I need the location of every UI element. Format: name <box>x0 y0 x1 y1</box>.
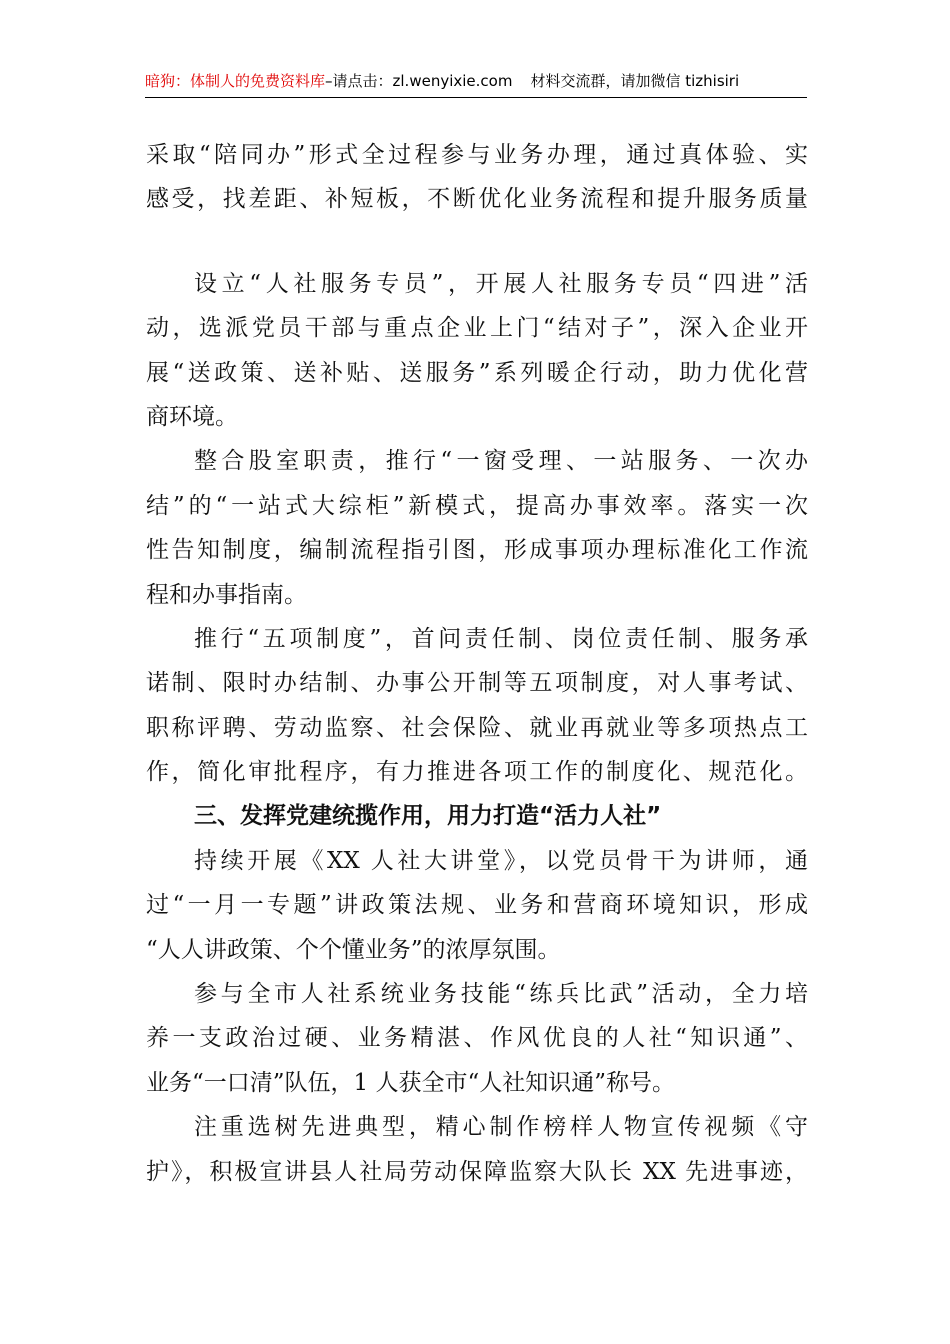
text-line: 诺制、限时办结制、办事公开制等五项制度，对人事考试、 <box>146 670 808 697</box>
header-wechat-note: 材料交流群，请加微信 tizhisiri <box>530 72 740 90</box>
text-line: 护》，积极宣讲县人社局劳动保障监察大队长 XX 先进事迹， <box>146 1158 808 1185</box>
text-line: 展“送政策、送补贴、送服务”系列暖企行动，助力优化营 <box>146 359 808 386</box>
text-line: 感受，找差距、补短板，不断优化业务流程和提升服务质量 <box>146 186 808 213</box>
text-line: 养一支政治过硬、业务精湛、作风优良的人社“知识通”、 <box>146 1025 808 1052</box>
text-line: 业务“一口清”队伍，1 人获全市“人社知识通”称号。 <box>146 1069 675 1096</box>
text-line: 性告知制度，编制流程指引图，形成事项办理标准化工作流 <box>146 537 808 564</box>
text-line: 推行“五项制度”，首问责任制、岗位责任制、服务承 <box>194 625 808 652</box>
text-line: 整合股室职责，推行“一窗受理、一站服务、一次办 <box>194 448 808 475</box>
page-header <box>145 68 805 94</box>
text-line: 持续开展《XX 人社大讲堂》，以党员骨干为讲师，通 <box>194 847 808 874</box>
text-line: 职称评聘、劳动监察、社会保险、就业再就业等多项热点工 <box>146 714 808 741</box>
text-line: 动，选派党员干部与重点企业上门“结对子”，深入企业开 <box>146 315 808 342</box>
text-line: “人人讲政策、个个懂业务”的浓厚氛围。 <box>146 936 561 963</box>
text-line: 采取“陪同办”形式全过程参与业务办理，通过真体验、实 <box>146 142 808 168</box>
text-line: 设立“人社服务专员”，开展人社服务专员“四进”活 <box>194 270 808 297</box>
text-line: 过“一月一专题”讲政策法规、业务和营商环境知识，形成 <box>146 892 808 919</box>
paragraph-gap <box>146 222 808 262</box>
text-line: 作，简化审批程序，有力推进各项工作的制度化、规范化。 <box>146 759 808 786</box>
document-body <box>146 133 808 1194</box>
header-link[interactable]: –请点击：zl.wenyixie.com <box>325 72 513 90</box>
text-line: 结”的“一站式大综柜”新模式，提高办事效率。落实一次 <box>146 492 808 519</box>
text-line: 注重选树先进典型，精心制作榜样人物宣传视频《守 <box>194 1114 808 1141</box>
section-heading: 三、发挥党建统揽作用，用力打造“活力人社” <box>194 803 662 830</box>
text-line: 商环境。 <box>146 403 238 430</box>
header-site-name: 暗狗：体制人的免费资料库 <box>145 72 326 90</box>
text-line: 参与全市人社系统业务技能“练兵比武”活动，全力培 <box>194 981 808 1008</box>
header-divider <box>145 97 807 98</box>
text-line: 程和办事指南。 <box>146 581 307 608</box>
